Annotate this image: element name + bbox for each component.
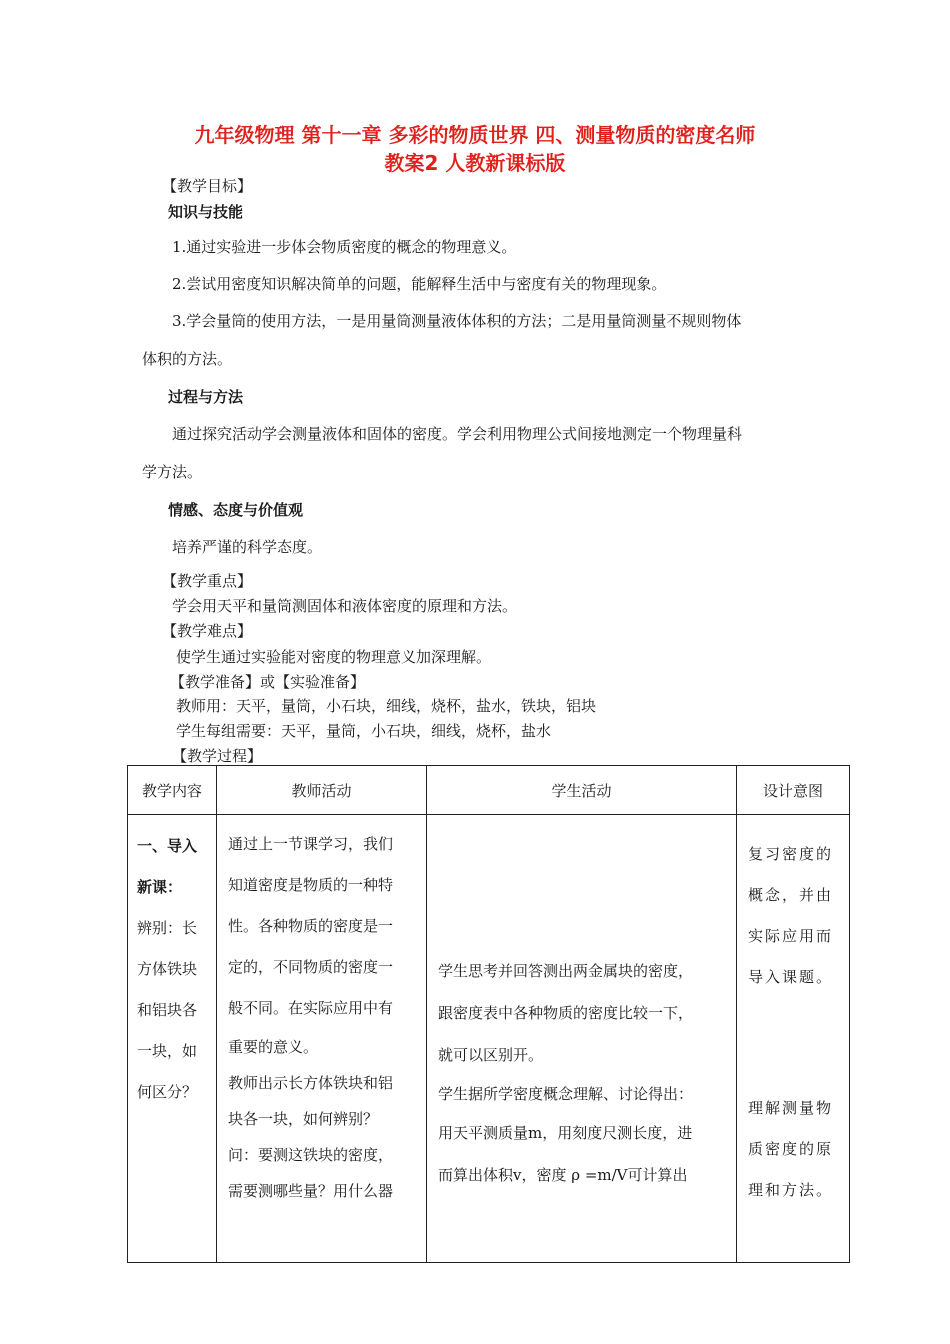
prep-teacher: 教师用：天平，量筒，小石块，细线，烧杯，盐水，铁块，铝块 [176,697,597,715]
knowledge-heading: 知识与技能 [168,203,244,221]
knowledge-item-1: 1.通过实验进一步体会物质密度的概念的物理意义。 [172,238,517,256]
teacher-line: 需要测哪些量？用什么器 [228,1182,394,1200]
teaching-process-table [127,765,850,1263]
student-line: 而算出体积v，密度 ρ =m/V可计算出 [438,1166,688,1184]
student-line: 跟密度表中各种物质的密度比较一下， [438,1004,694,1022]
teacher-line: 重要的意义。 [228,1038,319,1056]
intent-line: 理解测量物 [748,1099,834,1117]
teacher-line: 教师出示长方体铁块和铝 [228,1074,394,1092]
teacher-line: 通过上一节课学习，我们 [228,835,394,853]
content-line: 新课： [137,878,183,896]
content-line: 一、导入 [137,837,198,855]
difficulty-text: 使学生通过实验能对密度的物理意义加深理解。 [176,648,492,666]
intent-line: 实际应用而 [748,927,834,945]
process-heading: 过程与方法 [168,388,244,406]
table-header-row [128,766,850,815]
header-cell-intent: 设计意图 [737,766,850,815]
teacher-line: 问：要测这铁块的密度， [228,1146,394,1164]
prep-heading: 【教学准备】或【实验准备】 [170,673,366,691]
emotion-text: 培养严谨的科学态度。 [172,538,323,556]
prep-student: 学生每组需要：天平，量筒，小石块，细线，烧杯，盐水 [176,722,552,740]
intent-line: 质密度的原 [748,1140,834,1158]
process-table-heading: 【教学过程】 [172,747,263,765]
content-line: 和铝块各 [137,1001,198,1019]
header-cell-content: 教学内容 [128,766,217,815]
student-line: 用天平测质量m，用刻度尺测长度，进 [438,1124,693,1142]
content-line: 一块，如 [137,1042,198,1060]
emotion-heading: 情感、态度与价值观 [168,501,304,519]
key-heading: 【教学重点】 [162,572,253,590]
intent-spacer [748,998,844,1088]
content-line: 何区分？ [137,1083,198,1101]
teacher-activity-cell [217,815,427,1263]
doc-title-line2: 教案2 人教新课标版 [384,151,566,175]
knowledge-item-2: 2.尝试用密度知识解决简单的问题，能解释生活中与密度有关的物理现象。 [172,275,667,293]
design-intent-cell [737,815,850,1263]
teacher-line: 块各一块，如何辨别？ [228,1110,379,1128]
student-line: 就可以区别开。 [438,1046,544,1064]
intent-line: 概念，并由 [748,886,834,904]
header-cell-student: 学生活动 [427,766,737,815]
student-activity-cell [427,815,737,1263]
doc-title-line1: 九年级物理 第十一章 多彩的物质世界 四、测量物质的密度名师 [194,123,756,147]
objectives-heading: 【教学目标】 [162,177,253,195]
student-line: 学生思考并回答测出两金属块的密度， [438,962,694,980]
content-line: 辨别：长 [137,919,198,937]
content-line: 方体铁块 [137,960,198,978]
process-text-cont: 学方法。 [142,463,203,481]
student-line: 学生据所学密度概念理解、讨论得出： [438,1085,694,1103]
teacher-line: 定的，不同物质的密度一 [228,958,394,976]
table-row [128,815,850,1263]
teacher-line: 知道密度是物质的一种特 [228,876,394,894]
knowledge-item-3: 3.学会量筒的使用方法，一是用量筒测量液体体积的方法；二是用量筒测量不规则物体 [172,312,742,330]
knowledge-item-3-cont: 体积的方法。 [142,350,233,368]
teacher-line: 性。各种物质的密度是一 [228,917,394,935]
intent-line: 导入课题。 [748,968,834,986]
content-cell [128,815,217,1263]
intent-line: 理和方法。 [748,1181,834,1199]
process-text: 通过探究活动学会测量液体和固体的密度。学会利用物理公式间接地测定一个物理量科 [172,425,743,443]
intent-line: 复习密度的 [748,845,834,863]
difficulty-heading: 【教学难点】 [162,622,253,640]
teacher-line: 般不同。在实际应用中有 [228,999,394,1017]
header-cell-teacher: 教师活动 [217,766,427,815]
key-text: 学会用天平和量筒测固体和液体密度的原理和方法。 [172,597,518,615]
